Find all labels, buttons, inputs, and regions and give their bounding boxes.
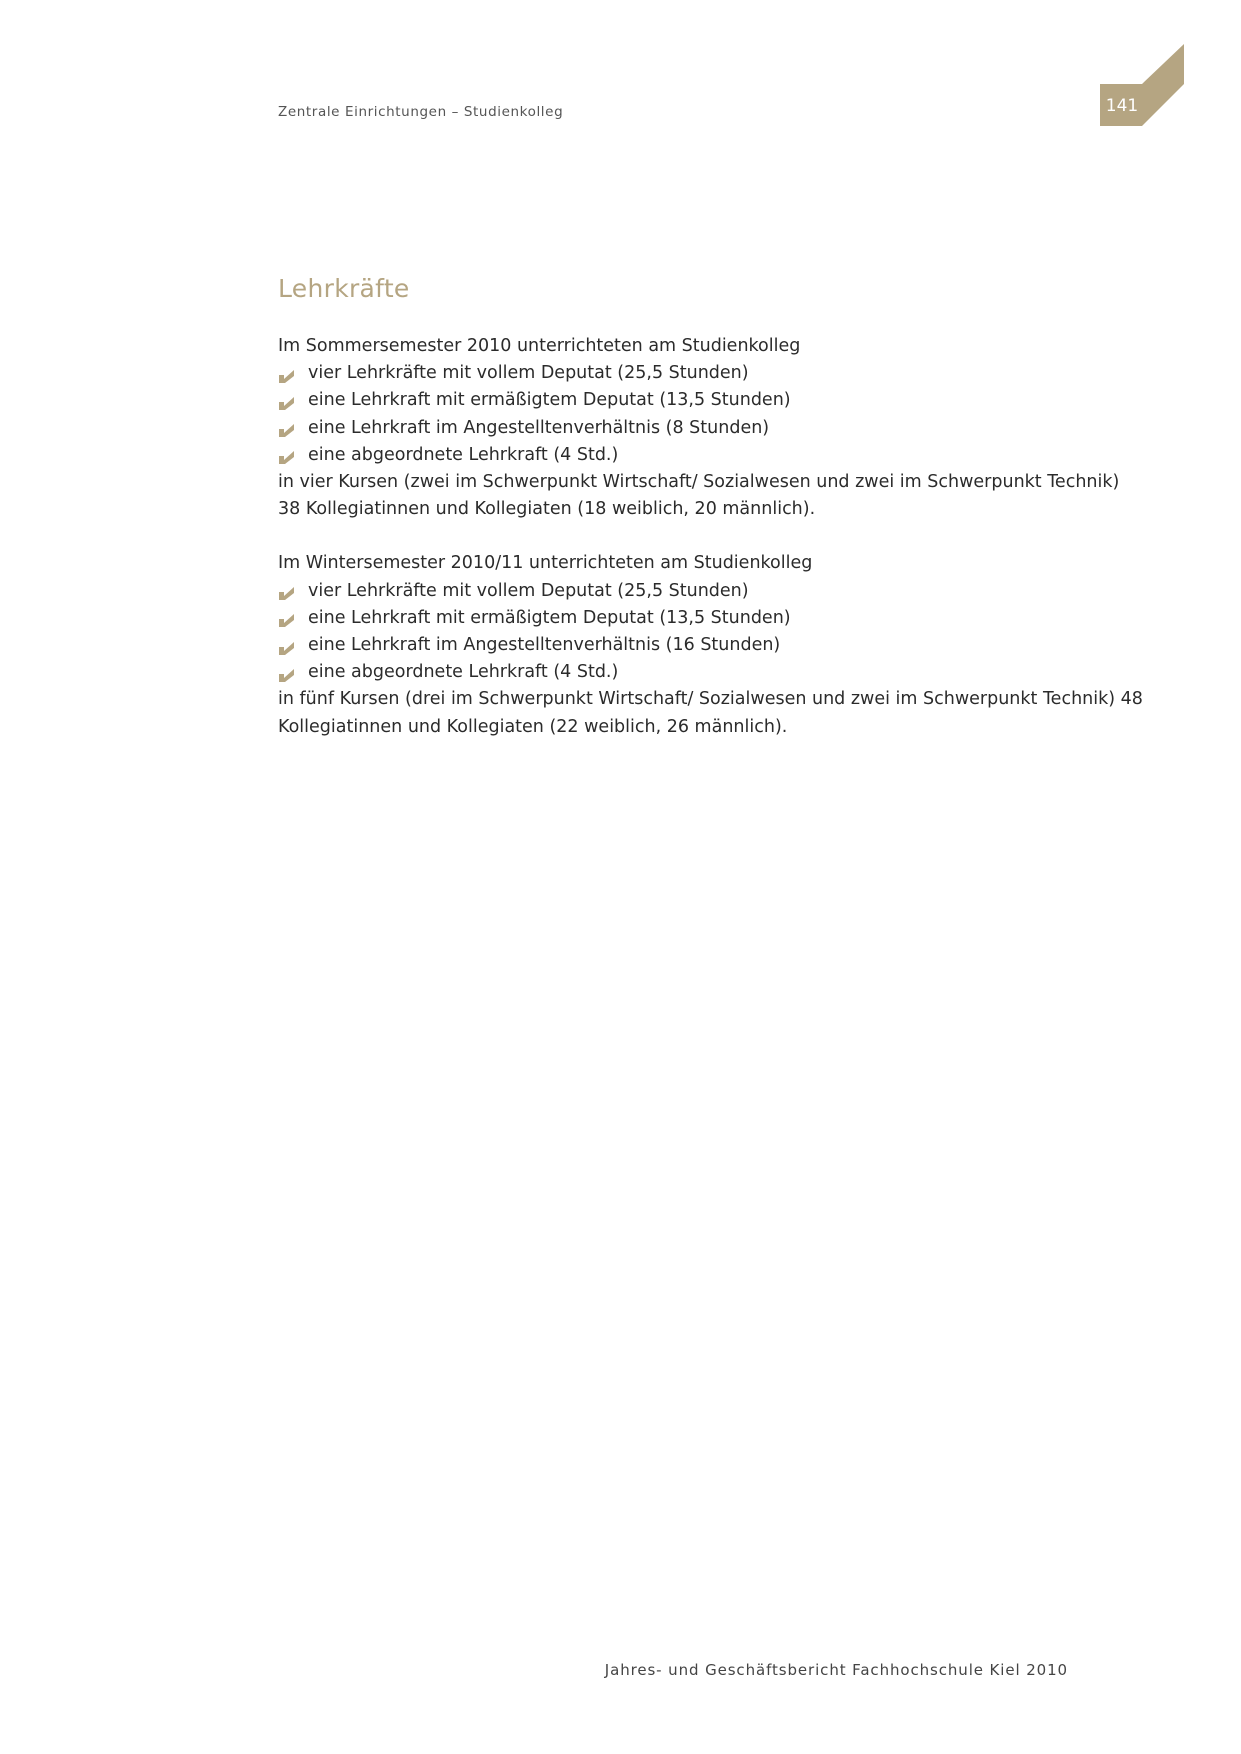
list-item-text: eine Lehrkraft im Angestelltenverhältnis (16 Stunden): [308, 635, 781, 656]
check-arrow-icon: [278, 638, 296, 654]
running-footer: Jahres- und Geschäftsbericht Fachhochschule Kiel 2010: [604, 1661, 1068, 1679]
bullet-list: [278, 360, 1078, 469]
section-heading: Lehrkräfte: [278, 274, 410, 303]
list-item: [278, 442, 1078, 469]
list-item-text: eine abgeordnete Lehrkraft (4 Std.): [308, 444, 619, 465]
block-outro-line: in vier Kursen (zwei im Schwerpunkt Wirtschaft/ Sozialwesen und zwei im Schwerpunkt Technik): [278, 472, 1120, 493]
list-item: [278, 578, 1078, 605]
list-item-text: vier Lehrkräfte mit vollem Deputat (25,5 Stunden): [308, 580, 749, 601]
check-arrow-icon: [278, 366, 296, 382]
list-item-text: vier Lehrkräfte mit vollem Deputat (25,5 Stunden): [308, 363, 749, 384]
main-content: [278, 333, 1143, 768]
list-item: [278, 415, 1078, 442]
list-item-text: eine Lehrkraft mit ermäßigtem Deputat (13,5 Stunden): [308, 390, 791, 411]
list-item-text: eine Lehrkraft mit ermäßigtem Deputat (13,5 Stunden): [308, 607, 791, 628]
page-number: 141: [1105, 96, 1139, 116]
block-outro-line: Kollegiatinnen und Kollegiaten (22 weiblich, 26 männlich).: [278, 716, 788, 737]
block-outro-line: 38 Kollegiatinnen und Kollegiaten (18 weiblich, 20 männlich).: [278, 499, 816, 520]
block-intro: Im Sommersemester 2010 unterrichteten am Studienkolleg: [278, 336, 801, 356]
check-arrow-icon: [278, 393, 296, 409]
list-item: [278, 632, 1078, 659]
check-arrow-icon: [278, 665, 296, 681]
block-intro: Im Wintersemester 2010/11 unterrichteten am Studienkolleg: [278, 553, 813, 574]
check-arrow-icon: [278, 583, 296, 599]
list-item-text: eine abgeordnete Lehrkraft (4 Std.): [308, 662, 619, 683]
page-number-badge: [1100, 44, 1184, 128]
semester-block-winter: [278, 550, 1143, 740]
check-arrow-icon: [278, 610, 296, 626]
semester-block-summer: [278, 333, 1120, 523]
running-header: Zentrale Einrichtungen – Studienkolleg: [278, 104, 564, 120]
bullet-list: [278, 578, 1078, 687]
check-arrow-icon: [278, 420, 296, 436]
block-outro-line: in fünf Kursen (drei im Schwerpunkt Wirtschaft/ Sozialwesen und zwei im Schwerpunkt Technik) 48: [278, 689, 1143, 710]
list-item-text: eine Lehrkraft im Angestelltenverhältnis (8 Stunden): [308, 417, 770, 438]
list-item: [278, 387, 1078, 414]
list-item: [278, 605, 1078, 632]
list-item: [278, 360, 1078, 387]
check-arrow-icon: [278, 447, 296, 463]
list-item: [278, 659, 1078, 686]
